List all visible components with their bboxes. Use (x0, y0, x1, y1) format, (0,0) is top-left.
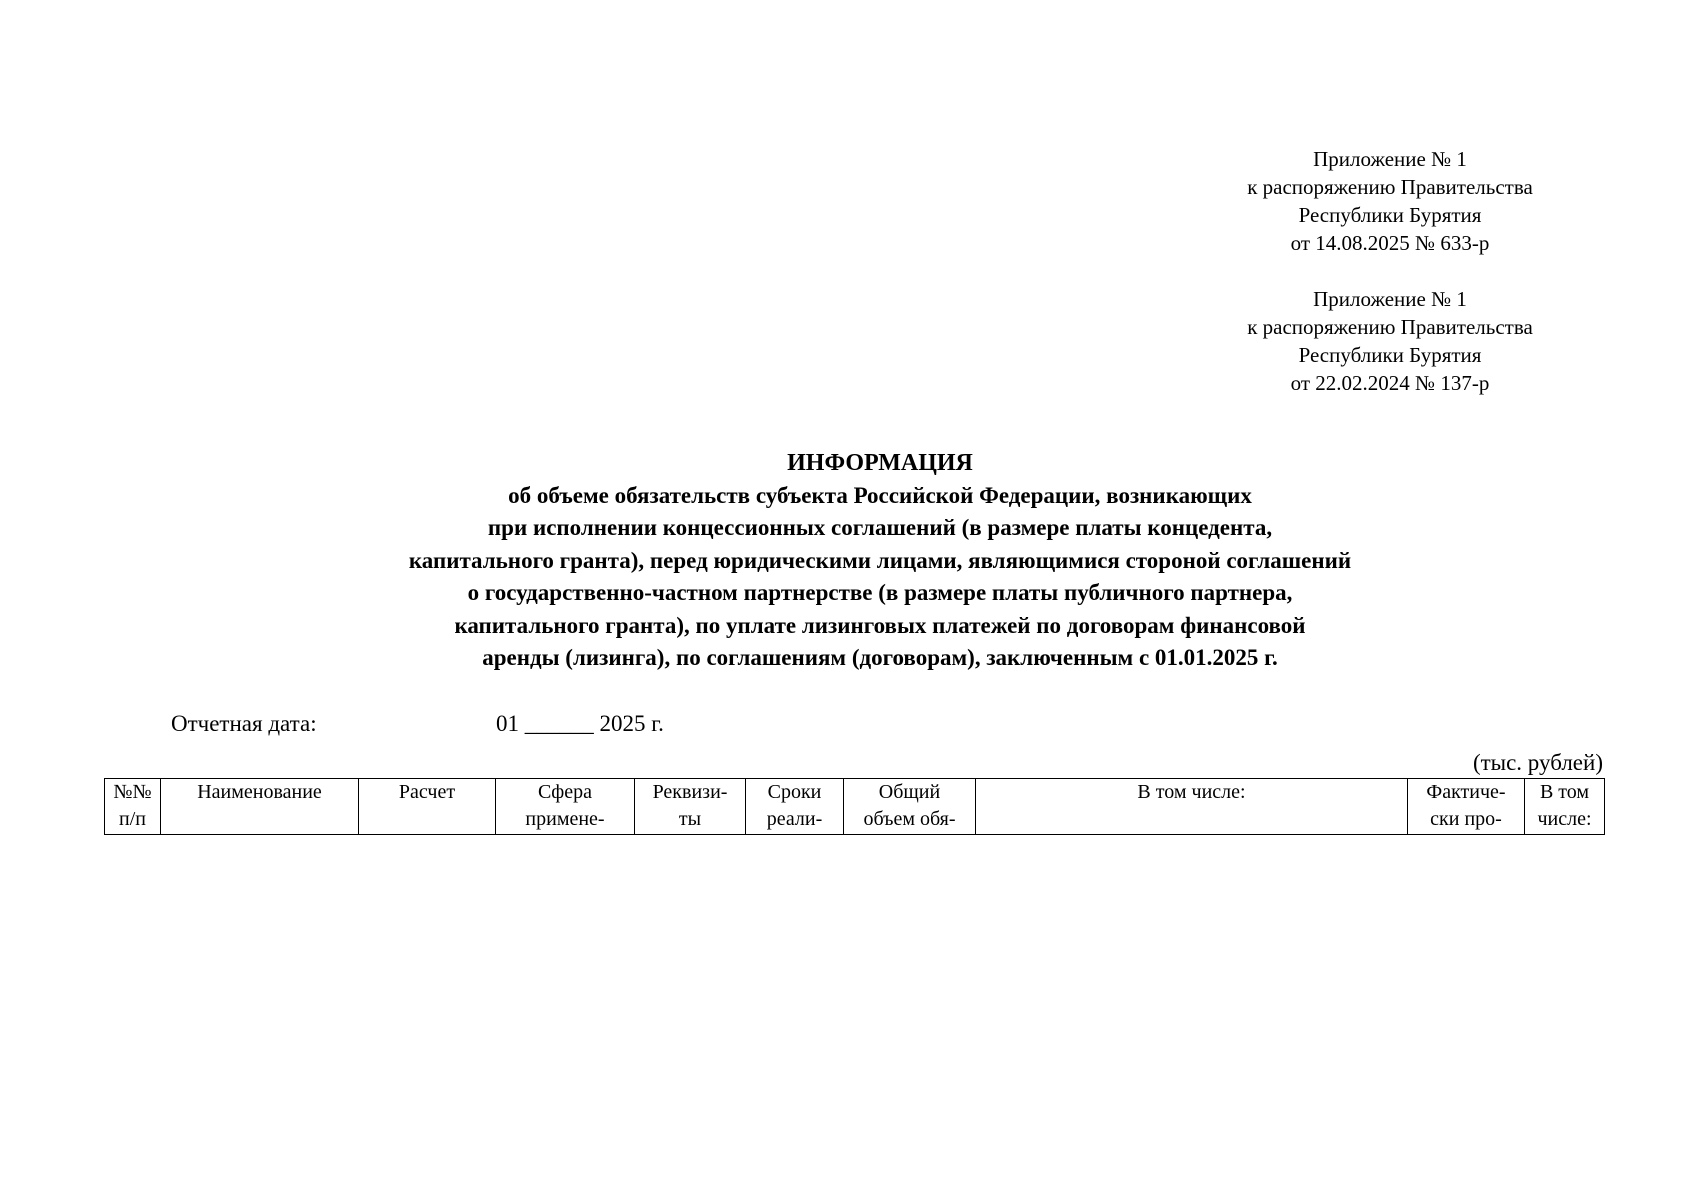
column-header-total-volume: Общий объем обя- (844, 779, 976, 835)
column-header-including: В том числе: (976, 779, 1408, 835)
title-line: аренды (лизинга), по соглашениям (договорам), заключенным с 01.01.2025 г. (482, 645, 1278, 670)
appendix-date-number: от 22.02.2024 № 137-р (1290, 371, 1490, 395)
column-header-actual: Фактиче- ски про- (1408, 779, 1525, 835)
appendix-header-previous (1220, 285, 1560, 397)
column-header-calculation: Расчет (359, 779, 496, 835)
title-line: капитального гранта), по уплате лизинговых платежей по договорам финансовой (454, 612, 1306, 638)
appendix-title: Приложение № 1 (1313, 147, 1467, 171)
units-label: (тыс. рублей) (1472, 750, 1603, 775)
appendix-region: Республики Бурятия (1298, 203, 1482, 227)
title-line: капитального гранта), перед юридическими лицами, являющимися стороной соглашений (408, 547, 1352, 573)
appendix-header-current (1220, 145, 1560, 257)
appendix-date-number: от 14.08.2025 № 633-р (1290, 231, 1490, 255)
appendix-title: Приложение № 1 (1313, 287, 1467, 311)
title-line: при исполнении концессионных соглашений (в размере платы концедента, (487, 515, 1273, 540)
appendix-reference: к распоряжению Правительства (1247, 175, 1533, 199)
report-date-value: 01 ______ 2025 г. (496, 711, 664, 736)
title-line: об объеме обязательств субъекта Российской Федерации, возникающих (508, 482, 1252, 508)
appendix-reference: к распоряжению Правительства (1247, 315, 1533, 339)
title-line: о государственно-частном партнерстве (в размере платы публичного партнера, (467, 580, 1293, 605)
title-heading: ИНФОРМАЦИЯ (787, 450, 973, 476)
column-header-requisites: Реквизи- ты (635, 779, 746, 835)
column-header-name: Наименование (161, 779, 359, 835)
obligations-table (104, 778, 1605, 835)
table-header-row (105, 779, 1605, 835)
document-title (100, 447, 1660, 675)
column-header-including-2: В том числе: (1525, 779, 1605, 835)
column-header-terms: Сроки реали- (746, 779, 844, 835)
report-date-label: Отчетная дата: (171, 711, 317, 736)
column-header-number: №№ п/п (105, 779, 161, 835)
column-header-scope: Сфера примене- (496, 779, 635, 835)
appendix-region: Республики Бурятия (1298, 343, 1482, 367)
